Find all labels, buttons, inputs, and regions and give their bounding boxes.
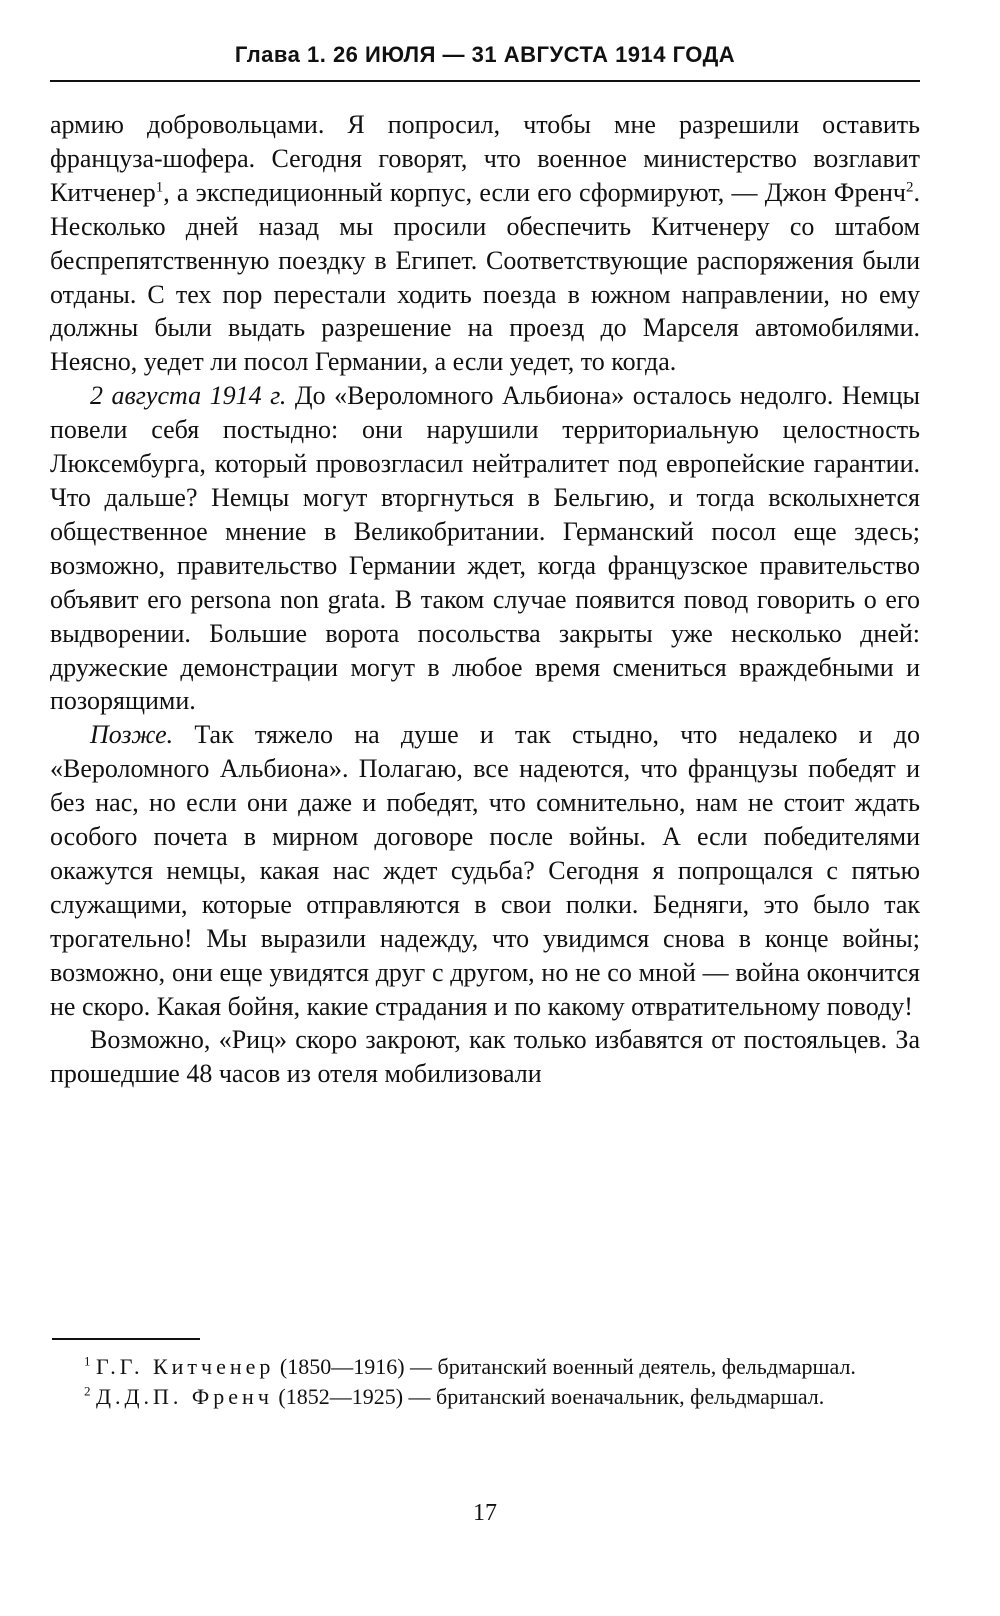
footnote-ref-1[interactable]: 1 <box>155 179 164 196</box>
footnotes <box>50 1352 920 1412</box>
paragraph-2-text: До «Вероломного Альбиона» осталось недолго. Немцы повели себя постыдно: они нарушили территориальную целостность Люксембурга, который провозгласил нейтралитет под европейские гарантии. Что дальше? Немцы могут вторгнуться в Бельгию, и тогда всколыхнется общественное мнение в Великобритании. Германский посол еще здесь; возможно, правительство Германии ждет, когда французское правительство объявит его persona non grata. В таком случае появится повод говорить о его выдворении. Большие ворота посольства закрыты уже несколько дней: дружеские демонстрации могут в любое время смениться враждебными и позорящими. <box>50 381 920 716</box>
paragraph-1-part-c: . Несколько дней назад мы просили обеспечить Китченеру со штабом беспрепятственную поездку в Египет. Соответствующие распоряжения были отданы. С тех пор перестали ходить поезда в южном направлении, но ему должны были выдать разрешение на проезд до Марселя автомобилями. Неясно, уедет ли посол Германии, а если уедет, то когда. <box>50 177 920 377</box>
footnote-2 <box>50 1382 920 1412</box>
footnote-1 <box>50 1352 920 1382</box>
paragraph-1-part-a: армию добровольцами. Я попросил, чтобы мне разрешили оставить француза-шофера. Сегодня говорят, что военное министерство возглавит Китченер <box>50 110 920 207</box>
paragraph-1-part-b: , а экспедиционный корпус, если его сформируют, — Джон Френч <box>163 177 906 207</box>
paragraph-1 <box>50 108 920 379</box>
footnote-ref-2[interactable]: 2 <box>906 179 914 196</box>
footnote-1-text: (1850—1916) — британский военный деятель, фельдмаршал. <box>274 1354 856 1379</box>
footnote-2-text: (1852—1925) — британский военачальник, фельдмаршал. <box>272 1384 825 1409</box>
header-rule <box>50 80 920 82</box>
paragraph-2 <box>50 379 920 718</box>
footnote-2-marker: 2 <box>84 1383 91 1399</box>
page-number: 17 <box>473 1500 497 1526</box>
footnote-rule <box>52 1338 200 1340</box>
diary-date: 2 августа 1914 г. <box>90 381 287 411</box>
footnote-1-name: Г.Г. Китченер <box>96 1354 275 1379</box>
book-page <box>50 0 920 1616</box>
footnote-1-marker: 1 <box>84 1353 91 1369</box>
paragraph-4: Возможно, «Риц» скоро закроют, как только избавятся от постояльцев. За прошедшие 48 часов из отеля мобилизовали <box>50 1025 920 1089</box>
footnote-2-name: Д.Д.П. Френч <box>96 1384 273 1409</box>
paragraph-3 <box>50 718 920 1023</box>
main-text <box>50 108 920 1091</box>
diary-later-marker: Позже. <box>90 720 174 750</box>
running-header: Глава 1. 26 ИЮЛЯ — 31 АВГУСТА 1914 ГОДА <box>234 42 736 67</box>
paragraph-3-text: Так тяжело на душе и так стыдно, что недалеко и до «Вероломного Альбиона». Полагаю, все надеются, что французы победят и без нас, но если они даже и победят, что сомнительно, нам не стоит ждать особого почета в мирном договоре после войны. А если победителями окажутся немцы, какая нас ждет судьба? Сегодня я попрощался с пятью служащими, которые отправляются в свои полки. Бедняги, это было так трогательно! Мы выразили надежду, что увидимся снова в конце войны; возможно, они еще увидятся друг с другом, но не со мной — война окончится не скоро. Какая бойня, какие страдания и по какому отвратительному поводу! <box>50 720 920 1021</box>
